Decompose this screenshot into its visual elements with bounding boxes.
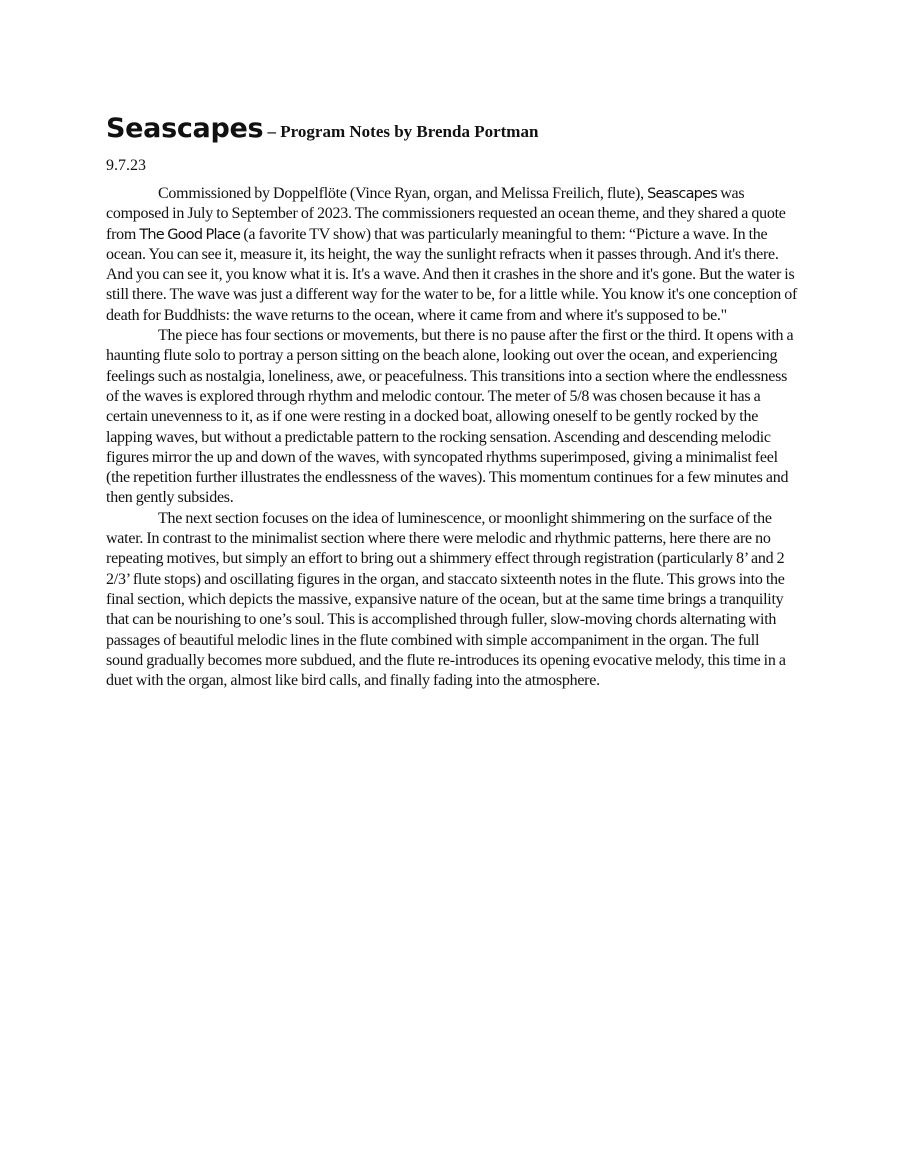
heading-subtitle: – Program Notes by Brenda Portman: [263, 122, 539, 141]
piece-title: Seascapes: [106, 113, 264, 144]
work-title: Seascapes: [647, 186, 717, 202]
tv-show-title: The Good Place: [139, 226, 241, 243]
document-date: 9.7.23: [106, 157, 146, 174]
paragraph-final-sections: The next section focuses on the idea of luminescence, or moonlight shimmering on the surface of the water. In contrast to the minimalist section where there were melodic and rhythmic patterns, here there are no repeating motives, but simply an effort to bring out a shimmery effect through registration (particularly 8’ and 2 2/3’ flute stops) and oscillating figures in the organ, and staccato sixteenth notes in the flute. This grows into the final section, which depicts the massive, expansive nature of the ocean, but at the same time brings a tranquility that can be nourishing to one’s soul. This is accomplished through fuller, slow-moving chords alternating with passages of beautiful melodic lines in the flute combined with simple accompaniment in the organ. The full sound gradually becomes more subdued, and the flute re-introduces its opening evocative melody, this time in a duet with the organ, almost like bird calls, and finally fading into the atmosphere.: [106, 509, 786, 690]
paragraph-text: was composed in July to September of 2023. The commissioners requested an ocean theme, and they shared a quote from: [106, 185, 786, 243]
paragraph-commission: [106, 184, 798, 326]
paragraph-text: Commissioned by Doppelflöte (Vince Ryan, organ, and Melissa Freilich, flute),: [158, 185, 648, 202]
document-page: [106, 108, 798, 691]
document-heading: [106, 108, 798, 144]
paragraph-structure: The piece has four sections or movements, but there is no pause after the first or the third. It opens with a haunting flute solo to portray a person sitting on the beach alone, looking out over the ocean, and experiencing feelings such as nostalgia, loneliness, awe, or peacefulness. This transitions into a section where the endlessness of the waves is explored through rhythm and melodic contour. The meter of 5/8 was chosen because it has a certain unevenness to it, as if one were resting in a docked boat, allowing oneself to be gently rocked by the lapping waves, but without a predictable pattern to the rocking sensation. Ascending and descending melodic figures mirror the up and down of the waves, with syncopated rhythms superimposed, giving a minimalist feel (the repetition further illustrates the endlessness of the waves). This momentum continues for a few minutes and then gently subsides.: [106, 327, 794, 507]
paragraph-text: (a favorite TV show) that was particularly meaningful to them: “Picture a wave. In the ocean. You can see it, measure it, its height, the way the sunlight refracts when it passes through. And it's there. And you can see it, you know what it is. It's a wave. And then it crashes in the shore and it's gone. But the water is still there. The wave was just a different way for the water to be, for a little while. You know it's one conception of death for Buddhists: the wave returns to the ocean, where it came from and where it's supposed to be.": [106, 225, 798, 324]
